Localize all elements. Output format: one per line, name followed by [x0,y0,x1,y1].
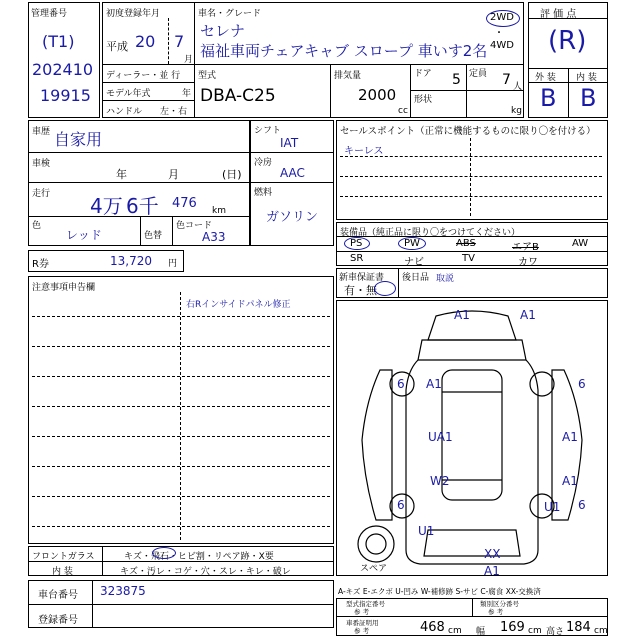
model-year-unit: 年 [182,89,192,99]
keijo-label: 形状 [414,95,433,105]
haikiryo-label: 排気量 [334,71,362,81]
car-grade: 福祉車両チェアキャブ スロープ 車いす2名 [200,42,488,60]
nenryo-label: 燃料 [254,188,273,198]
ps-circle [344,237,370,250]
soubi-airb: エアB [512,242,539,253]
height-unit: cm [594,626,608,636]
drive-4wd: 4WD [490,40,514,51]
len-value: 468 [420,620,445,635]
mark-a1-rear-right: A1 [562,474,578,488]
mark-6-front-right: 6 [578,377,586,391]
door-value: 5 [452,72,461,88]
rken-unit: 円 [168,259,178,269]
mark-u1-right: U1 [544,500,561,514]
spare-label: スペア [360,564,388,574]
height-label: 高さ [546,627,565,637]
legend-text: A-キズ E-エクボ U-凹み W-補修跡 S-サビ C-腐食 XX-交換済 [338,587,541,596]
kanri-label: 管理番号 [31,9,68,19]
kg-unit: kg [511,106,522,116]
len-label: 車番証明用 [346,619,379,627]
katashiki-value: DBA-C25 [200,86,276,106]
soubi-ps: PS [350,238,363,249]
shiki-sankou: 参 考 [354,608,370,616]
soubi-sr: SR [350,253,364,264]
shadai-value: 323875 [100,584,146,598]
height-value: 184 [566,620,591,635]
iro-jiku-label: 色替 [144,231,163,241]
naiso-row-value: キズ・汚レ・コゲ・穴・スレ・キレ・破レ [120,567,291,577]
pw-circle [398,237,426,250]
shift-label: シフト [254,126,282,136]
teiin-unit: 人 [513,82,523,92]
handle-value: 左・右 [160,107,188,117]
sales-item1: キーレス [344,146,384,157]
len-sankou: 参 考 [354,627,370,635]
iro-value: レッド [66,228,102,242]
hosho-label: 新車保証書 [339,273,385,283]
width-label: 幅 [476,627,486,637]
front-glass-value: キズ・飛石・ヒビ割・リペア跡・X要 [124,552,274,562]
mark-6-rear-right: 6 [578,498,586,512]
len-unit: cm [448,626,462,636]
shodo-label: 初度登録年月 [106,9,161,19]
width-unit: cm [528,626,542,636]
shaken-day: (日) [222,168,242,181]
shaken-month: 月 [168,168,179,181]
naiso-label: 内 装 [576,73,597,83]
mark-6-rear-left: 6 [397,498,405,512]
drive-2wd: 2WD [490,12,514,23]
rken-label: R券 [32,259,49,270]
shodo-month-unit: 月 [184,55,194,65]
mark-a1-front-left: A1 [454,308,470,322]
hyoka-label: 評 価 点 [540,9,577,20]
drive-dot: ・ [494,28,504,39]
soubi-pw: PW [404,238,420,249]
shareki-value: 自家用 [54,130,103,149]
soko-rest: 476 [172,196,197,211]
shodo-month: 7 [174,32,185,51]
mark-a1-fender-left: A1 [426,377,442,391]
soubi-abs: ABS [456,238,476,249]
hosho-circle [374,281,396,296]
soubi-label: 装備品（純正品に限り〇をつけてください） [340,228,521,238]
kouki-label: 後日品 [402,273,430,283]
teiin-label: 定員 [469,69,488,79]
teiin-value: 7 [502,72,511,88]
shodo-year: 20 [135,32,156,51]
naiso-row-label: 内 装 [52,567,73,577]
soubi-kawa: カワ [518,257,538,268]
naiso-value: B [580,84,597,112]
soko-sen: 6千 [126,194,159,218]
haikiryo-value: 2000 [358,86,397,104]
soubi-tv: TV [462,253,475,264]
kanri-line3: 19915 [40,86,91,105]
car-name: セレナ [200,22,246,40]
soko-man: 4万 [90,194,123,218]
shadai-label: 車台番号 [38,590,78,601]
mark-a1-rear: A1 [484,564,500,578]
kouki-value: 取説 [436,274,455,284]
reibo-label: 冷房 [254,158,273,168]
ruibetsu-label: 類別区分番号 [480,600,519,608]
iro-label: 色 [32,221,42,231]
shaken-year: 年 [116,168,127,181]
iro-code-label: 色コード [176,221,213,231]
mark-a1-front-right: A1 [520,308,536,322]
chui-label: 注意事項申告欄 [32,283,96,293]
front-glass-label: フロントガラス [32,552,95,562]
mark-a1-right: A1 [562,430,578,444]
model-year-label: モデル年式 [106,89,151,99]
soubi-aw: AW [572,238,589,249]
gaiso-label: 外 装 [535,73,556,83]
mark-u1-left: U1 [418,524,435,538]
nenryo-value: ガソリン [266,210,319,225]
shamei-label: 車名・グレード [198,9,262,19]
hosho-value: 有・無 [344,284,377,297]
toroku-label: 登録番号 [38,615,78,626]
gaiso-value: B [540,84,557,112]
rken-box [28,250,184,272]
iro-code: A33 [202,230,226,244]
soko-unit: km [212,206,226,216]
sales-label: セールスポイント（正常に機能するものに限り〇を付ける） [340,126,596,137]
dealer-label: ディーラー・並 行 [106,71,181,81]
kanri-line1: (T1) [42,32,75,51]
mark-ua1-left: UA1 [428,430,453,444]
soubi-navi: ナビ [404,257,424,268]
hyoka-score: (R) [548,26,587,56]
door-label: ドア [414,69,432,79]
kanri-line2: 202410 [32,60,94,79]
width-value: 169 [500,620,525,635]
soko-label: 走行 [32,189,51,199]
shaken-label: 車検 [32,159,51,169]
rken-value: 13,720 [110,254,152,268]
shareki-label: 車歴 [32,127,51,137]
mark-xx: XX [484,547,501,561]
tobiishi-circle [152,547,176,559]
shodo-era: 平成 [106,40,128,53]
shift-value: IAT [280,136,299,150]
mark-w2: W2 [430,474,450,488]
haikiryo-unit: cc [398,106,408,116]
chui-note1: 右Rインサイドパネル修正 [186,300,291,310]
katashiki-label: 型式 [198,71,217,81]
reibo-value: AAC [280,166,305,180]
mark-6-front-left: 6 [397,377,405,391]
shiki-label: 型式指定番号 [346,600,385,608]
ruibetsu-sankou: 参 考 [488,608,504,616]
handle-label: ハンドル [106,107,143,117]
